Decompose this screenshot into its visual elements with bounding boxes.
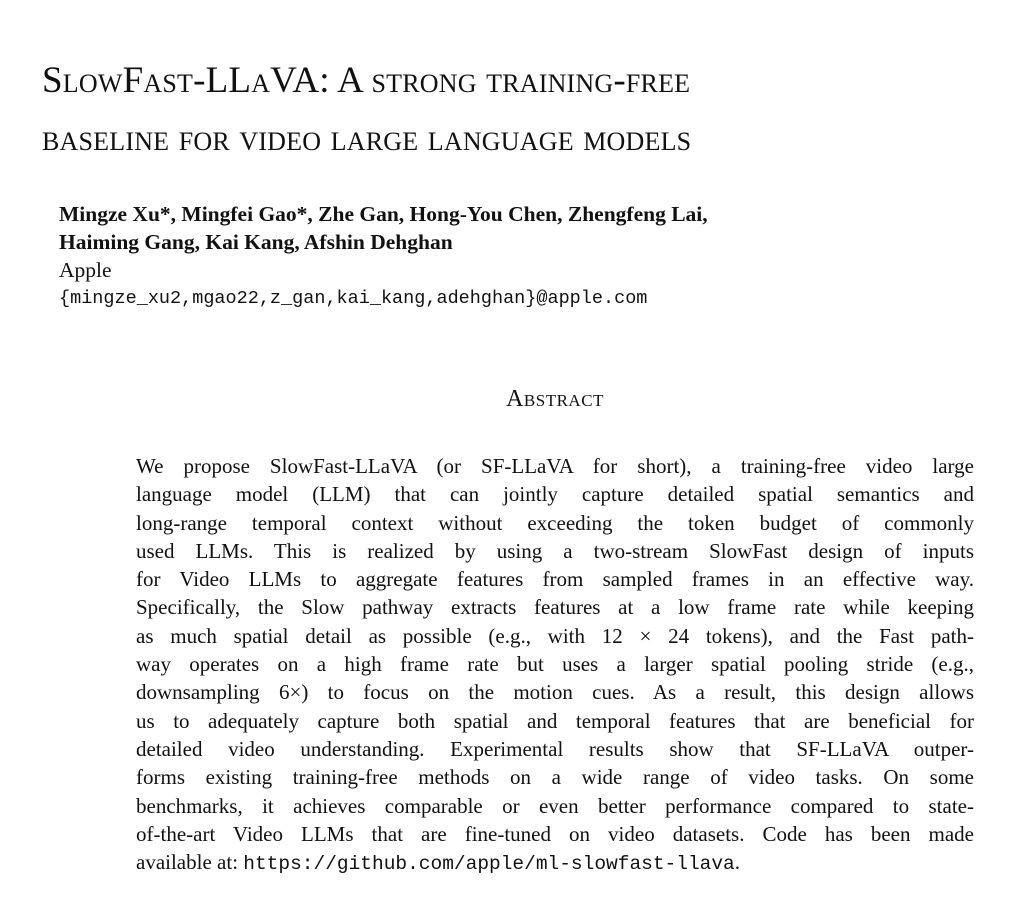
abstract-body <box>136 452 974 878</box>
title-line-2: baseline for video large language models <box>42 118 692 159</box>
abstract-line: Specifically, the Slow pathway extracts features at a low frame rate while keeping <box>136 595 974 620</box>
code-url-link[interactable]: https://github.com/apple/ml-slowfast-llava <box>243 853 735 876</box>
abstract-line: us to adequately capture both spatial and temporal features that are beneficial for <box>136 708 974 733</box>
paper-title <box>42 52 1002 168</box>
abstract-last-prefix: available at: <box>136 850 244 875</box>
author-names-line-1: Mingze Xu*, Mingfei Gao*, Zhe Gan, Hong-You Chen, Zhengfeng Lai, <box>59 202 708 226</box>
affiliation: Apple <box>59 258 112 282</box>
abstract-last-line <box>136 848 974 878</box>
abstract-line: detailed video understanding. Experimental results show that SF-LLaVA outper- <box>136 736 974 761</box>
abstract-line: for Video LLMs to aggregate features from sampled frames in an effective way. <box>136 567 974 592</box>
abstract-line: used LLMs. This is realized by using a two-stream SlowFast design of inputs <box>136 538 974 563</box>
abstract-line: way operates on a high frame rate but uses a larger spatial pooling stride (e.g., <box>136 652 974 677</box>
author-block <box>59 200 999 314</box>
abstract-line: long-range temporal context without exceeding the token budget of commonly <box>136 510 974 535</box>
abstract-line: forms existing training-free methods on a wide range of video tasks. On some <box>136 765 974 790</box>
author-names-line-2: Haiming Gang, Kai Kang, Afshin Dehghan <box>59 230 453 254</box>
abstract-line: of-the-art Video LLMs that are fine-tuned on video datasets. Code has been made <box>136 821 974 846</box>
abstract-last-suffix: . <box>734 850 741 875</box>
abstract-line: We propose SlowFast-LLaVA (or SF-LLaVA for short), a training-free video large <box>136 454 974 478</box>
title-line-1: SlowFast-LLaVA: A strong training-free <box>42 60 691 101</box>
abstract-line: benchmarks, it achieves comparable or even better performance compared to state- <box>136 793 974 818</box>
abstract-line: as much spatial detail as possible (e.g., with 12 × 24 tokens), and the Fast path- <box>136 623 974 648</box>
abstract-line: downsampling 6×) to focus on the motion cues. As a result, this design allows <box>136 680 974 705</box>
abstract-line: language model (LLM) that can jointly capture detailed spatial semantics and <box>136 482 974 507</box>
author-emails: {mingze_xu2,mgao22,z_gan,kai_kang,adehghan}@apple.com <box>59 288 648 309</box>
abstract-heading: Abstract <box>506 386 604 412</box>
